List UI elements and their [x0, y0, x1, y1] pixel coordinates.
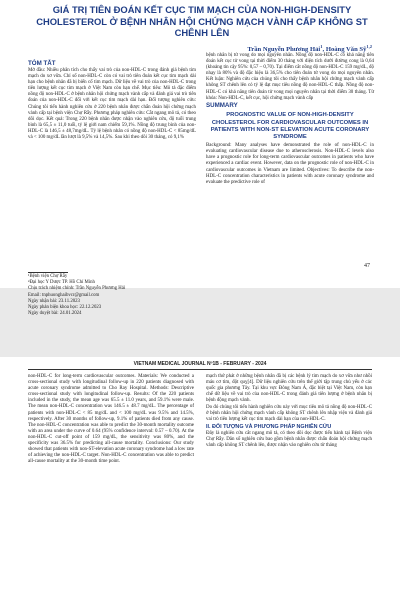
- footnote-reviewed: Ngày phản biện khoa học: 22.12.2023: [28, 305, 102, 311]
- methods-section-heading: II. ĐỐI TƯỢNG VÀ PHƯƠNG PHÁP NGHIÊN CỨU: [206, 423, 332, 430]
- authors: [192, 44, 372, 53]
- footnote-affiliation-1: ¹Bệnh viện Chợ Rẫy: [28, 274, 68, 279]
- introduction-column: [206, 374, 372, 600]
- footnotes: [28, 274, 198, 317]
- footnote-email: Email: tnphuonghaibvcr@gmail.com: [28, 292, 100, 298]
- abstract-text-left: Mở đầu: Nhiều phân tích cho thấy vai trò của non-HDL-C trong đánh giá bệnh tim mạch do xơ vữa. Chỉ số non-HDL-C còn có vai trò tiên đoán kết cục tim mạch dài hạn cho bệnh nhân đã bị biến cố tim mạch. Dữ liệu về vai trò của non-HDL-C trong tiên lượng kết cục tim mạch ở Việt Nam còn hạn chế. Mục tiêu: Mô tả đặc điểm nồng độ non-HDL-C ở bệnh nhân hội chứng mạch vành cấp và đánh giá vai trò tiên đoán của non-HDL-C đối với kết cục tim mạch dài hạn. Đối tượng nghiên cứu: Chúng tôi tiến hành nghiên cứu ở 220 bệnh nhân được chẩn đoán hội chứng mạch vành cấp tại bệnh viện Chợ Rẫy. Phương pháp nghiên cứu: Cắt ngang mô tả, có theo dõi dọc. Kết quả: Trong 220 bệnh nhân được nhận vào nghiên cứu, độ tuổi trung bình là 65,5 ± 11,0 tuổi, tỷ lệ giới nam chiếm 59,1%. Nồng độ trung bình của non-HDL-C là 146,5 ± 48,7mg/dL. Tỷ lệ bệnh nhân có nồng độ non-HDL-C < 85mg/dL và < 100 mg/dL lần lượt là 9,5% và 14,5%. Sau khi theo dõi 30 tháng, có 9,1%: [28, 68, 196, 141]
- summary-continued-column: [28, 374, 194, 600]
- abstract-heading: TÓM TẮT: [28, 60, 56, 67]
- article-title-vi: GIÁ TRỊ TIÊN ĐOÁN KẾT CỤC TIM MẠCH CỦA NON-HIGH-DENSITY CHOLESTEROL Ở BỆNH NHÂN HỘI CHỨNG MẠCH VÀNH CẤP KHÔNG ST CHÊNH LÊN: [36, 4, 368, 38]
- summary-continued-text: non-HDL-C for long-term cardiovascular outcomes. Materials: We conducted a cross-sectional study with longitudinal follow-up in 220 patients diagnosed with acute coronary syndrome admitted to Cho Ray Hospital. Methods: Descriptive cross-sectional study with longitudinal follow-up. Results: Of the 220 patients included in the study, the mean age was 65.5 ± 11.0 years, and 59.1% were male. The mean non-HDL-C concentration was 146.5 ± 48.7 mg/dL. The percentage of patients with non-HDL-C < 85 mg/dL and < 100 mg/dL was 9.5% and 14.5%, respectively. After 30 months of follow-up, 9.1% of patients died from any cause. The non-HDL-C concentration was able to predict the 30-month mortality outcome with an area under the curve of 0.64 (95% confidence interval: 0.57 – 0.70). At the non-HDL-C cut-off point of 159 mg/dL, the sensitivity was 80%, and the specificity was 36.5% for predicting all-cause mortality. Conclusions: Our study showed that patients with non-ST-elevation acute coronary syndrome had a low rate of achieving the non-HDL-C target. Non-HDL-C concentration was able to predict all-cause mortality at the 30-month time point.: [28, 374, 194, 465]
- footnote-corresponding-author: Chịu trách nhiệm chính: Trần Nguyễn Phương Hải: [28, 286, 126, 292]
- author-2: , Hoàng Văn Sỹ: [322, 46, 367, 54]
- journal-header: VIETNAM MEDICAL JOURNAL Nº1B - FEBRUARY - 2024: [133, 361, 267, 367]
- abstract-text-right: bệnh nhân bị tử vong do mọi nguyên nhân. Nồng độ non-HDL-C có khả năng tiên đoán kết cục tử vong tại thời điểm 30 tháng với diện tích dưới đường cong là 0,64 (khoảng tin cậy 95%: 0,57 – 0,70). Tại điểm cắt nồng độ non-HDL-C 159 mg/dL, độ nhạy là 80% và độ đặc hiệu là 36,5% cho tiên đoán tử vong do mọi nguyên nhân. Kết luận: Nghiên cứu của chúng tôi cho thấy bệnh nhân hội chứng mạch vành cấp không ST chênh lên có tỷ lệ đạt mục tiêu nồng độ non-HDL-C thấp. Nồng độ non-HDL-C có khả năng tiên đoán tử vong mọi nguyên nhân tại thời điểm 30 tháng. Từ khóa: Non-HDL-C, kết cục, hội chứng mạch vành cấp: [206, 53, 374, 101]
- footnote-rule: [28, 272, 68, 273]
- footnote-affiliation-2: ²Đại học Y Dược TP. Hồ Chí Minh: [28, 280, 95, 286]
- article-title-en: PROGNOSTIC VALUE OF NON-HIGH-DENSITY CHOLESTEROL FOR CARDIOVASCULAR OUTCOMES IN PATIENTS WITH NON-ST ELEVATION ACUTE CORONARY SYNDROME: [210, 112, 370, 140]
- methods-paragraph-1: Đây là nghiên cứu cắt ngang mô tả, có theo dõi dọc được tiến hành tại Bệnh viện Chợ Rẫy. Dân số nghiên cứu bao gồm bệnh nhân được chẩn đoán hội chứng mạch vành cấp không ST chênh lên, được nhận vào nghiên cứu từ tháng: [206, 430, 372, 449]
- introduction-paragraph-2: Do đó chúng tôi tiến hành nghiên cứu này với mục tiêu mô tả nồng độ non-HDL-C ở bệnh nhân hội chứng mạch vành cấp không ST chênh lên nhập viện và đánh giá vai trò tiên lượng kết cục tim mạch dài hạn của non-HDL-C.: [206, 405, 372, 423]
- author-1-affiliation: 1: [320, 44, 323, 49]
- footnote-accepted: Ngày duyệt bài: 24.01.2024: [28, 311, 82, 317]
- summary-heading: SUMMARY: [206, 102, 238, 110]
- page-number: 47: [364, 263, 370, 269]
- journal-header-rule: [28, 369, 372, 370]
- abstract-left-column: [28, 60, 196, 190]
- summary-text: Background: Many analyses have demonstrated the role of non-HDL-C in evaluating cardiovascular disease due to atherosclerosis. Non-HDL-C levels also have a prognostic role for long-term cardiovascular outcomes in patients who have experienced a cardiac event. However, data on the prognostic role of non-HDL-C in cardiovascular outcomes in Vietnam are limited. Objectives: To describe the non-HDL-C concentration characteristics in patients with acute coronary syndrome and evaluate the predictive role of: [206, 143, 374, 185]
- introduction-paragraph-1: mạch thứ phát ở những bệnh nhân đã bị các bệnh lý tim mạch do xơ vữa như nhồi máu cơ tim, đột quỵ[4]. Dữ liệu nghiên cứu trên thế giới tập trung chủ yếu ở các quốc gia phương Tây. Tại khu vực Đông Nam Á, đặc biệt tại Việt Nam, còn hạn chế dữ liệu về vai trò của non-HDL-C trong đánh giá tiên lượng ở bệnh nhân bị bệnh động mạch vành.: [206, 374, 372, 404]
- journal-page-48: [0, 357, 400, 600]
- author-1: Trần Nguyễn Phương Hải: [247, 46, 321, 54]
- author-2-affiliation: 1,2: [366, 44, 372, 49]
- abstract-right-column: [206, 53, 374, 275]
- footnote-received: Ngày nhận bài: 23.11.2023: [28, 298, 80, 304]
